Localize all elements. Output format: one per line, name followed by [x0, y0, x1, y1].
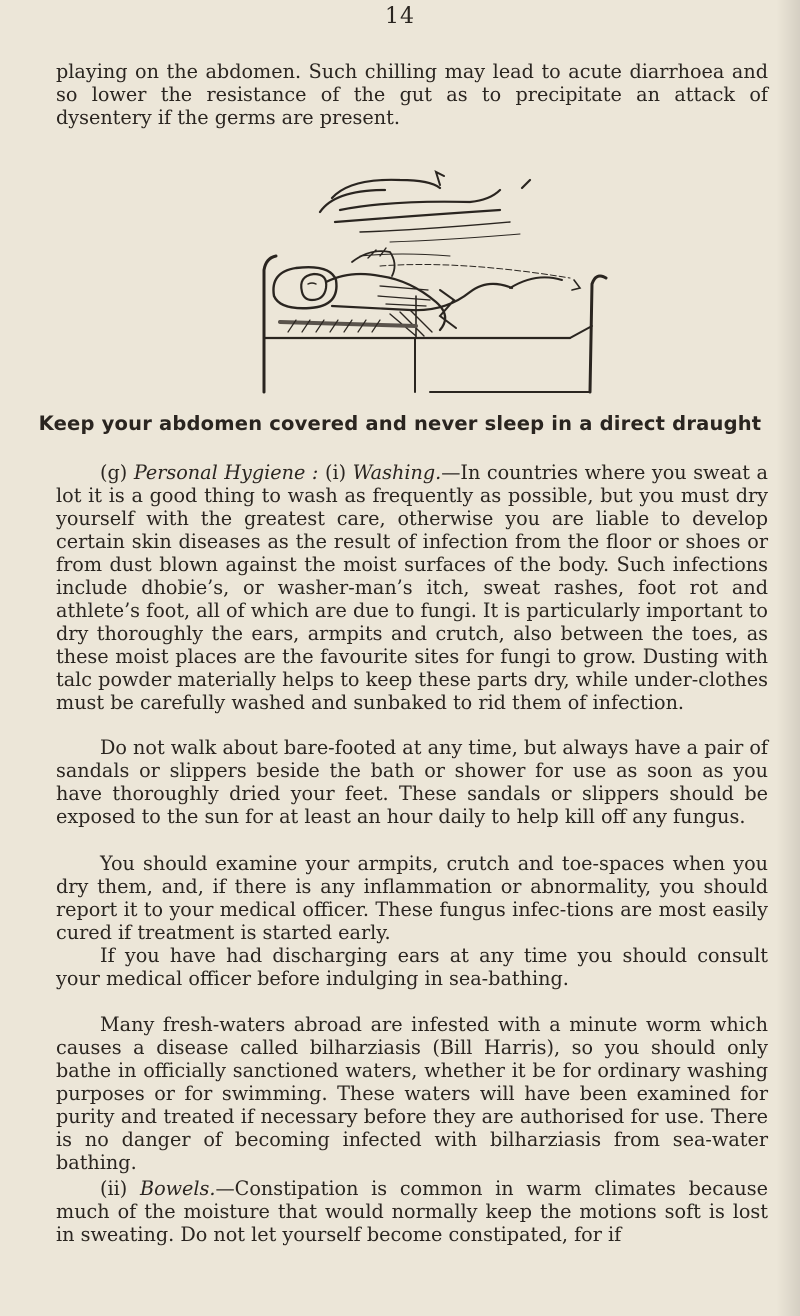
- draught-line: [340, 190, 500, 210]
- barefoot-paragraph: Do not walk about bare-footed at any time, but always have a pair of sandals or slippers beside the bath or shower for use as soon as you have thoroughly dried your feet. These sandals or slippers should be exposed to the sun for at least an hour daily to help kill off any fungus.: [56, 736, 768, 828]
- washing-body: —In countries where you sweat a lot it is a good thing to wash as frequently as possible, but you must dry yourself with the greatest care, otherwise you are liable to develop certain skin diseases as the result of infection from the floor or shoes or from dust blown against the moist surfaces of the body. Such infections include dhobie’s, or washer-man’s itch, sweat rashes, foot rot and athlete’s foot, all of which are due to fungi. It is particularly important to dry thoroughly the ears, armpits and crutch, also between the toes, as these moist places are the favourite sites for fungi to grow. Dusting with talc powder materially helps to keep these parts dry, while under-clothes must be carefully washed and sunbaked to rid them of infection.: [56, 461, 768, 714]
- bed-headboard: [264, 256, 276, 392]
- sleeper-head: [301, 274, 326, 300]
- intro-paragraph: playing on the abdomen. Such chilling may lead to acute diarrhoea and so lower the resistance of the gut as to precipitate an attack of dysentery if the germs are present.: [56, 60, 768, 129]
- draught-line: [335, 210, 500, 222]
- subsection-bowels-heading: Bowels.: [139, 1177, 216, 1200]
- page-number: 14: [385, 4, 415, 29]
- bed-rail: [570, 326, 592, 338]
- subsection-i-label: (i): [324, 461, 347, 484]
- examine-paragraph: You should examine your armpits, crutch and toe-spaces when you dry them, and, if there is any inflammation or abnormality, you should report it to your medical officer. These fungus infec-tions are most easily cured if treatment is started early.: [56, 852, 768, 944]
- sleeping-man-illustration: [240, 160, 610, 400]
- sleeper-foot: [572, 280, 580, 290]
- illustration-caption: Keep your abdomen covered and never sleep in a direct draught: [38, 412, 762, 435]
- section-g-heading: Personal Hygiene :: [133, 461, 319, 484]
- section-bowels: [56, 1177, 768, 1246]
- section-g-label: (g): [100, 461, 128, 484]
- pyjama-stripes: [378, 286, 430, 306]
- page-edge-shadow: [776, 0, 800, 1316]
- subsection-ii-label: (ii): [100, 1177, 128, 1200]
- sleeper-eye: [308, 283, 316, 284]
- bowels-body: —Constipation is common in warm climates because much of the moisture that would normally keep the motions soft is lost in sweating. Do not let yourself become constipated, for if: [56, 1177, 768, 1246]
- draught-arrow: [436, 172, 444, 185]
- draught-line: [390, 234, 520, 242]
- draught-line: [360, 254, 450, 256]
- draught-line: [360, 222, 510, 232]
- subsection-washing-heading: Washing.: [352, 461, 442, 484]
- draught-line: [380, 265, 570, 279]
- sleeper-body: [326, 274, 445, 330]
- section-personal-hygiene: [56, 461, 768, 714]
- bed-footboard: [590, 276, 606, 392]
- ears-paragraph: If you have had discharging ears at any time you should consult your medical officer before indulging in sea-bathing.: [56, 944, 768, 990]
- draught-arrow: [522, 180, 530, 188]
- blanket-edge: [390, 310, 432, 336]
- sleeper-legs: [510, 277, 562, 288]
- bilharziasis-paragraph: Many fresh-waters abroad are infested with a minute worm which causes a disease called bilharziasis (Bill Harris), so you should only bathe in officially sanctioned waters, whether it be for ordinary washing purposes or for swimming. These waters will have been examined for purity and treated if necessary before they are authorised for use. There is no danger of becoming infected with bilharziasis from sea-water bathing.: [56, 1013, 768, 1174]
